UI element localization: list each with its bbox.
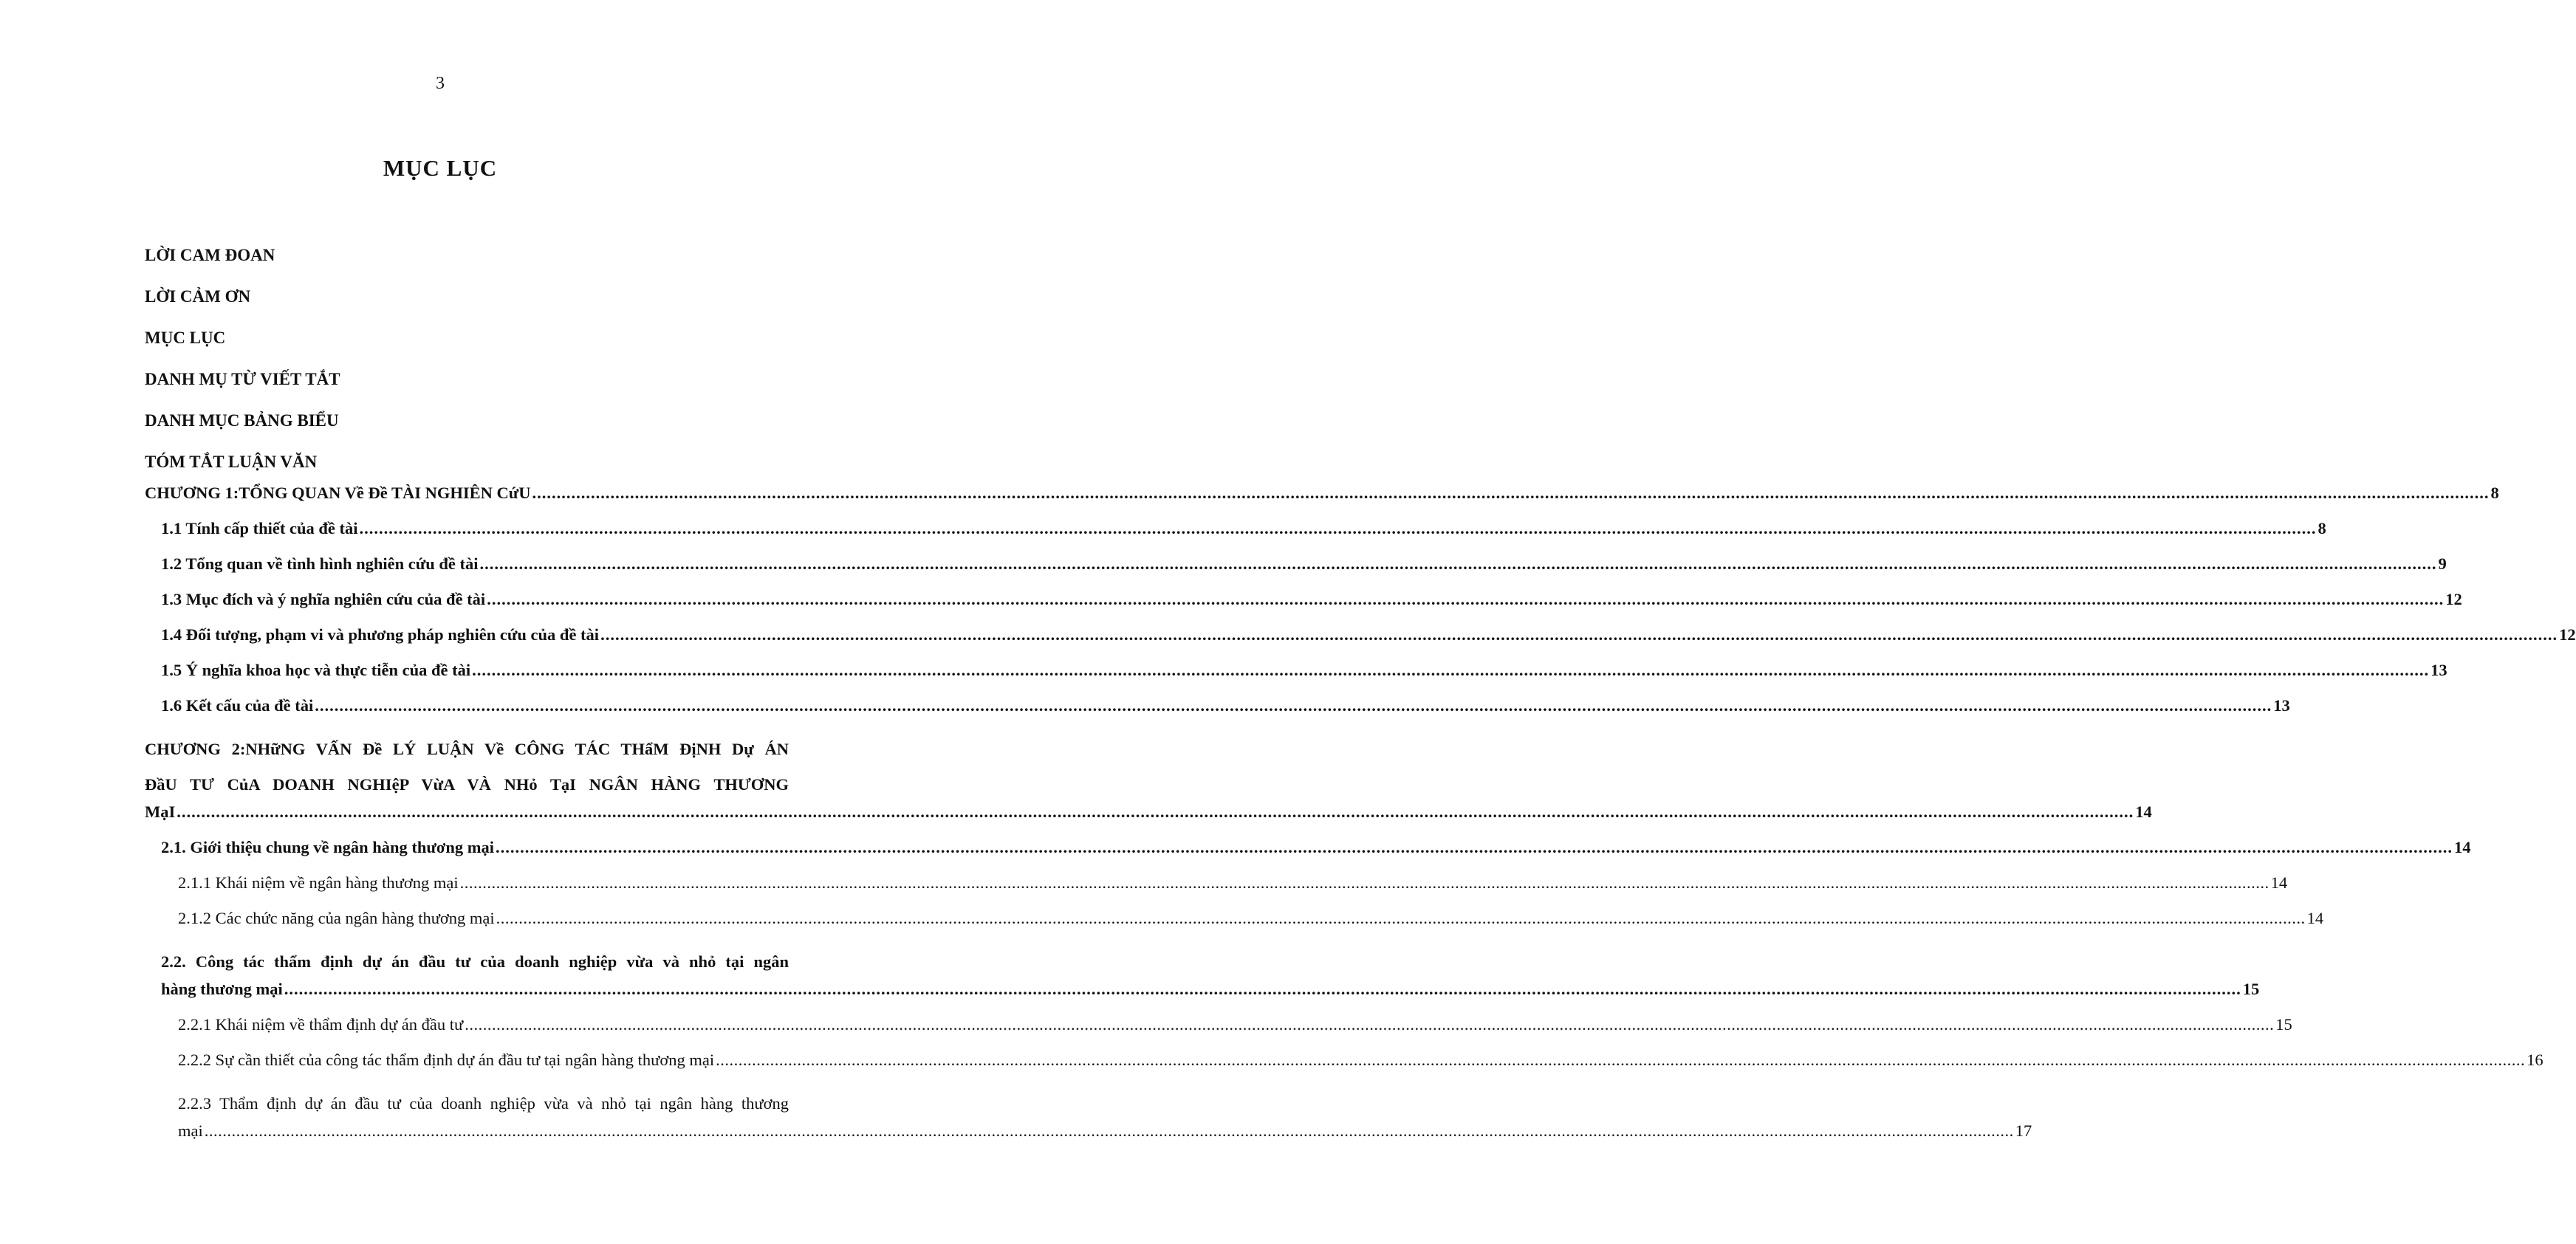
dot-leader: ................................................................................................................................................................................................................................................................................................................................................................................................................ (465, 1015, 2275, 1034)
dot-leader: ................................................................................................................................................................................................................................................................................................................................................................................................................ (479, 554, 2437, 573)
dot-leader: ................................................................................................................................................................................................................................................................................................................................................................................................................ (496, 909, 2306, 927)
toc-page-number: 12 (2445, 590, 2462, 608)
toc-entry[interactable] (178, 873, 2288, 909)
toc-entry-line (161, 625, 2576, 661)
toc-page-number: 16 (2527, 1051, 2544, 1069)
dot-leader: ................................................................................................................................................................................................................................................................................................................................................................................................................ (472, 661, 2430, 679)
toc-entry-line (161, 838, 2471, 873)
toc-entry-title: 2.1.2 Các chức năng của ngân hàng thương mại (178, 909, 495, 927)
toc-entry-line (161, 554, 2447, 590)
dot-leader: ................................................................................................................................................................................................................................................................................................................................................................................................................ (600, 625, 2558, 644)
page-title: MỤC LỤC (383, 155, 498, 181)
toc-page-number: 17 (2015, 1121, 2032, 1140)
front-matter-item[interactable]: DANH MỤC BẢNG BIỂU (145, 411, 339, 430)
toc-entry-title: MạI (145, 803, 176, 821)
dot-leader: ................................................................................................................................................................................................................................................................................................................................................................................................................ (284, 980, 2241, 998)
toc-entry-title: 2.1. Giới thiệu chung về ngân hàng thương mại (161, 838, 495, 856)
toc-entry-title-line: 2.2.3 Thẩm định dự án đầu tư của doanh nghiệp vừa và nhỏ tại ngân hàng thương (178, 1094, 789, 1113)
toc-page-number: 14 (2135, 803, 2152, 821)
toc-page-number: 8 (2490, 484, 2499, 502)
toc-entry[interactable] (178, 909, 2324, 944)
toc-entry-line (161, 519, 2326, 554)
toc-entry-line (178, 1121, 2032, 1157)
toc-entry-line (145, 803, 2152, 838)
front-matter-item[interactable]: LỜI CAM ĐOAN (145, 246, 275, 264)
toc-entry-line (178, 1051, 2544, 1086)
toc-entry-title: 1.3 Mục đích và ý nghĩa nghiên cứu của đề tài (161, 590, 486, 608)
toc-entry-line (161, 696, 2290, 732)
toc-entry-title: CHƯƠNG 1:TỔNG QUAN Về Đề TÀI NGHIÊN CứU (145, 484, 531, 502)
toc-entry-line (161, 980, 2260, 1015)
toc-page-number: 13 (2273, 696, 2290, 715)
dot-leader: ................................................................................................................................................................................................................................................................................................................................................................................................................ (532, 484, 2490, 502)
toc-entry-line (161, 590, 2462, 625)
toc-entry-title: 1.5 Ý nghĩa khoa học và thực tiễn của đề tài (161, 661, 471, 679)
dot-leader: ................................................................................................................................................................................................................................................................................................................................................................................................................ (177, 803, 2134, 821)
toc-entry[interactable] (178, 1086, 2032, 1157)
toc-entry-title: 2.1.1 Khái niệm về ngân hàng thương mại (178, 873, 459, 892)
toc-entry-title-line: 2.2. Công tác thẩm định dự án đầu tư của doanh nghiệp vừa và nhỏ tại ngân (161, 952, 789, 971)
toc-page-number: 8 (2318, 519, 2326, 537)
dot-leader: ................................................................................................................................................................................................................................................................................................................................................................................................................ (496, 838, 2453, 856)
toc-entry[interactable] (161, 554, 2447, 590)
toc-entry-line (161, 661, 2447, 696)
toc-entry-line (178, 909, 2324, 944)
toc-page-number: 14 (2454, 838, 2471, 856)
toc-page-number: 15 (2275, 1015, 2292, 1034)
toc-entry-title: 2.2.2 Sự cần thiết của công tác thẩm định dự án đầu tư tại ngân hàng thương mại (178, 1051, 715, 1069)
toc-entry[interactable] (161, 696, 2290, 732)
toc-entry-title: 1.1 Tính cấp thiết của đề tài (161, 519, 358, 537)
toc-page-number: 13 (2431, 661, 2447, 679)
dot-leader: ................................................................................................................................................................................................................................................................................................................................................................................................................ (716, 1051, 2526, 1069)
toc-page-number: 15 (2242, 980, 2260, 998)
front-matter-item[interactable]: MỤC LỤC (145, 329, 226, 347)
toc-entry-title-line: CHƯƠNG 2:NHữNG VẤN Đề LÝ LUẬN Về CÔNG TÁC THẩM ĐịNH Dự ÁN (145, 740, 789, 758)
toc-page-number: 14 (2306, 909, 2324, 927)
toc-entry-title: 1.4 Đối tượng, phạm vi và phương pháp nghiên cứu của đề tài (161, 625, 600, 644)
toc-entry[interactable] (161, 625, 2576, 661)
toc-entry-line (178, 1015, 2292, 1051)
toc-entry[interactable] (161, 590, 2462, 625)
toc-entry-line (145, 484, 2499, 519)
dot-leader: ................................................................................................................................................................................................................................................................................................................................................................................................................ (487, 590, 2445, 608)
toc-entry[interactable] (161, 944, 2260, 1015)
dot-leader: ................................................................................................................................................................................................................................................................................................................................................................................................................ (204, 1121, 2014, 1140)
front-matter-item[interactable]: DANH MỤ TỪ VIẾT TẮT (145, 370, 340, 388)
toc-entry[interactable] (145, 484, 2499, 519)
toc-entry[interactable] (178, 1015, 2292, 1051)
dot-leader: ................................................................................................................................................................................................................................................................................................................................................................................................................ (459, 873, 2270, 892)
toc-entry[interactable] (178, 1051, 2544, 1086)
toc-page-number: 12 (2559, 625, 2576, 644)
toc-entry-line (178, 873, 2288, 909)
dot-leader: ................................................................................................................................................................................................................................................................................................................................................................................................................ (359, 519, 2317, 537)
front-matter-list (145, 235, 340, 483)
toc-entry-title: 2.2.1 Khái niệm về thẩm định dự án đầu tư (178, 1015, 464, 1034)
toc-entry-title: 1.2 Tổng quan về tình hình nghiên cứu đề tài (161, 554, 479, 573)
page-number: 3 (436, 74, 445, 93)
toc-page-number: 9 (2438, 554, 2447, 573)
toc-entry[interactable] (145, 732, 2152, 838)
toc-entry[interactable] (161, 519, 2326, 554)
toc-page-number: 14 (2270, 873, 2288, 892)
toc-entry-title: mại (178, 1121, 203, 1140)
toc-entry-title: 1.6 Kết cấu của đề tài (161, 696, 314, 715)
toc-entry[interactable] (161, 661, 2447, 696)
table-of-contents (145, 484, 2576, 1157)
toc-entry-title-line: ĐầU TƯ CủA DOANH NGHIệP VừA VÀ NHỏ TạI NGÂN HÀNG THƯƠNG (145, 775, 789, 794)
toc-entry-title: hàng thương mại (161, 980, 283, 998)
front-matter-item[interactable]: TÓM TẮT LUẬN VĂN (145, 453, 318, 471)
toc-entry[interactable] (161, 838, 2471, 873)
dot-leader: ................................................................................................................................................................................................................................................................................................................................................................................................................ (315, 696, 2272, 715)
front-matter-item[interactable]: LỜI CẢM ƠN (145, 287, 251, 306)
